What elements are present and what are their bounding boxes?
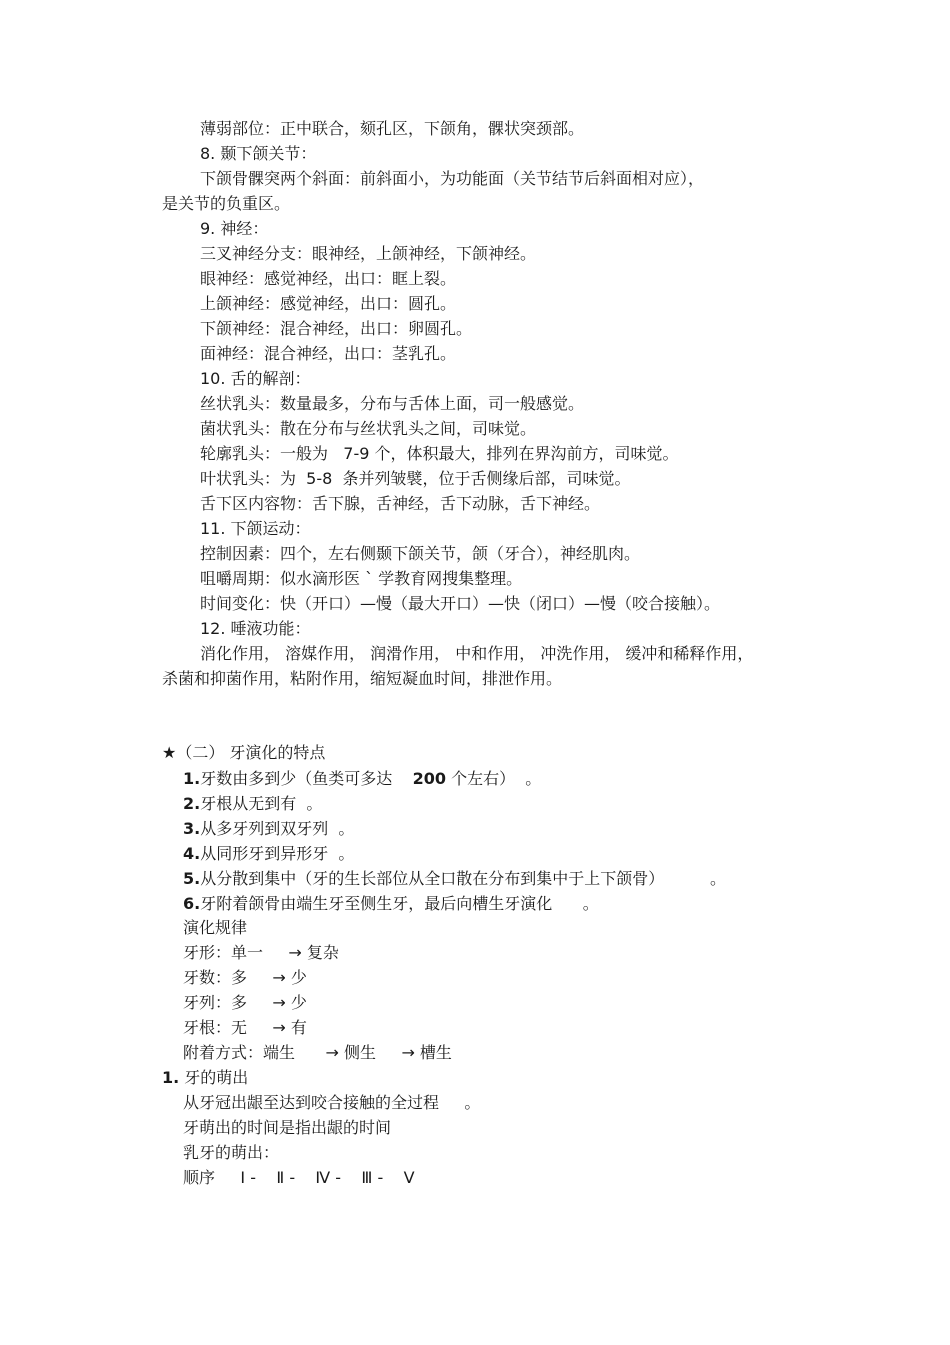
feature-item bbox=[183, 844, 354, 864]
saliva-line-1: 消化作用， 溶媒作用， 润滑作用， 中和作用， 冲洗作用， 缓冲和稀释作用， bbox=[200, 644, 754, 663]
eruption-number: 1. bbox=[162, 1068, 180, 1087]
feature-text: 牙附着颌骨由端生牙至侧生牙，最后向槽生牙演化 。 bbox=[200, 894, 599, 913]
feature-item bbox=[183, 794, 322, 814]
section-heading: ★（二） 牙演化的特点 bbox=[162, 743, 326, 762]
tongue-item: 菌状乳头：散在分布与丝状乳头之间，司味觉。 bbox=[200, 419, 537, 438]
feature-bold-value: 200 bbox=[412, 769, 446, 788]
feature-number: 4. bbox=[183, 844, 201, 863]
nerve-item: 上颌神经：感觉神经，出口：圆孔。 bbox=[200, 294, 457, 313]
feature-number: 5. bbox=[183, 869, 201, 888]
rule-item: 牙数：多 → 少 bbox=[183, 968, 307, 987]
feature-number: 3. bbox=[183, 819, 201, 838]
tongue-item: 丝状乳头：数量最多，分布与舌体上面，司一般感觉。 bbox=[200, 394, 585, 413]
tmj-line-2: 是关节的负重区。 bbox=[162, 194, 291, 213]
feature-number: 6. bbox=[183, 894, 201, 913]
tongue-item: 舌下区内容物：舌下腺，舌神经，舌下动脉，舌下神经。 bbox=[200, 494, 601, 513]
eruption-item: 顺序 Ⅰ - Ⅱ - Ⅳ - Ⅲ - Ⅴ bbox=[183, 1168, 415, 1187]
nerve-item: 眼神经：感觉神经，出口：眶上裂。 bbox=[200, 269, 457, 288]
tongue-item: 轮廓乳头：一般为 7-9 个，体积最大，排列在界沟前方，司味觉。 bbox=[200, 444, 679, 463]
feature-item bbox=[183, 769, 541, 789]
eruption-title: 牙的萌出 bbox=[179, 1068, 249, 1087]
mandible-heading: 11. 下颌运动： bbox=[200, 519, 311, 538]
feature-text: 牙根从无到有 。 bbox=[200, 794, 323, 813]
rule-item: 附着方式：端生 → 侧生 → 槽生 bbox=[183, 1043, 452, 1062]
rule-item: 牙根：无 → 有 bbox=[183, 1018, 307, 1037]
tongue-heading: 10. 舌的解剖： bbox=[200, 369, 311, 388]
feature-item bbox=[183, 894, 599, 914]
eruption-item: 牙萌出的时间是指出龈的时间 bbox=[183, 1118, 392, 1137]
feature-number: 2. bbox=[183, 794, 201, 813]
feature-text-tail: 个左右） 。 bbox=[445, 769, 542, 788]
rule-item: 牙列：多 → 少 bbox=[183, 993, 307, 1012]
saliva-line-2: 杀菌和抑菌作用，粘附作用，缩短凝血时间，排泄作用。 bbox=[162, 669, 563, 688]
nerve-item: 三叉神经分支：眼神经，上颌神经，下颌神经。 bbox=[200, 244, 537, 263]
feature-text: 从同形牙到异形牙 。 bbox=[200, 844, 355, 863]
eruption-item: 从牙冠出龈至达到咬合接触的全过程 。 bbox=[183, 1093, 481, 1112]
mandible-item: 咀嚼周期：似水滴形医 ` 学教育网搜集整理。 bbox=[200, 569, 523, 588]
rule-heading: 演化规律 bbox=[183, 918, 248, 937]
mandible-item: 时间变化：快（开口）—慢（最大开口）—快（闭口）—慢（咬合接触）。 bbox=[200, 594, 721, 613]
feature-text: 从多牙列到双牙列 。 bbox=[200, 819, 355, 838]
feature-text: 从分散到集中（牙的生长部位从全口散在分布到集中于上下颌骨） 。 bbox=[200, 869, 726, 888]
rule-item: 牙形：单一 → 复杂 bbox=[183, 943, 339, 962]
tmj-line-1: 下颌骨髁突两个斜面：前斜面小，为功能面（关节结节后斜面相对应）， bbox=[200, 169, 705, 188]
tmj-heading: 8. 颞下颌关节： bbox=[200, 144, 317, 163]
feature-item bbox=[183, 819, 354, 839]
saliva-heading: 12. 唾液功能： bbox=[200, 619, 311, 638]
eruption-heading bbox=[162, 1068, 248, 1088]
tongue-item: 叶状乳头：为 5-8 条并列皱襞，位于舌侧缘后部，司味觉。 bbox=[200, 469, 631, 488]
feature-number: 1. bbox=[183, 769, 201, 788]
nerve-item: 下颌神经：混合神经，出口：卵圆孔。 bbox=[200, 319, 473, 338]
weak-parts-line: 薄弱部位：正中联合，颏孔区，下颌角，髁状突颈部。 bbox=[200, 119, 585, 138]
feature-text: 牙数由多到少（鱼类可多达 bbox=[200, 769, 413, 788]
eruption-item: 乳牙的萌出： bbox=[183, 1143, 280, 1162]
feature-item bbox=[183, 869, 726, 889]
nerve-heading: 9. 神经： bbox=[200, 219, 269, 238]
nerve-item: 面神经：混合神经，出口：茎乳孔。 bbox=[200, 344, 457, 363]
mandible-item: 控制因素：四个，左右侧颞下颌关节，颌（牙合），神经肌肉。 bbox=[200, 544, 641, 563]
